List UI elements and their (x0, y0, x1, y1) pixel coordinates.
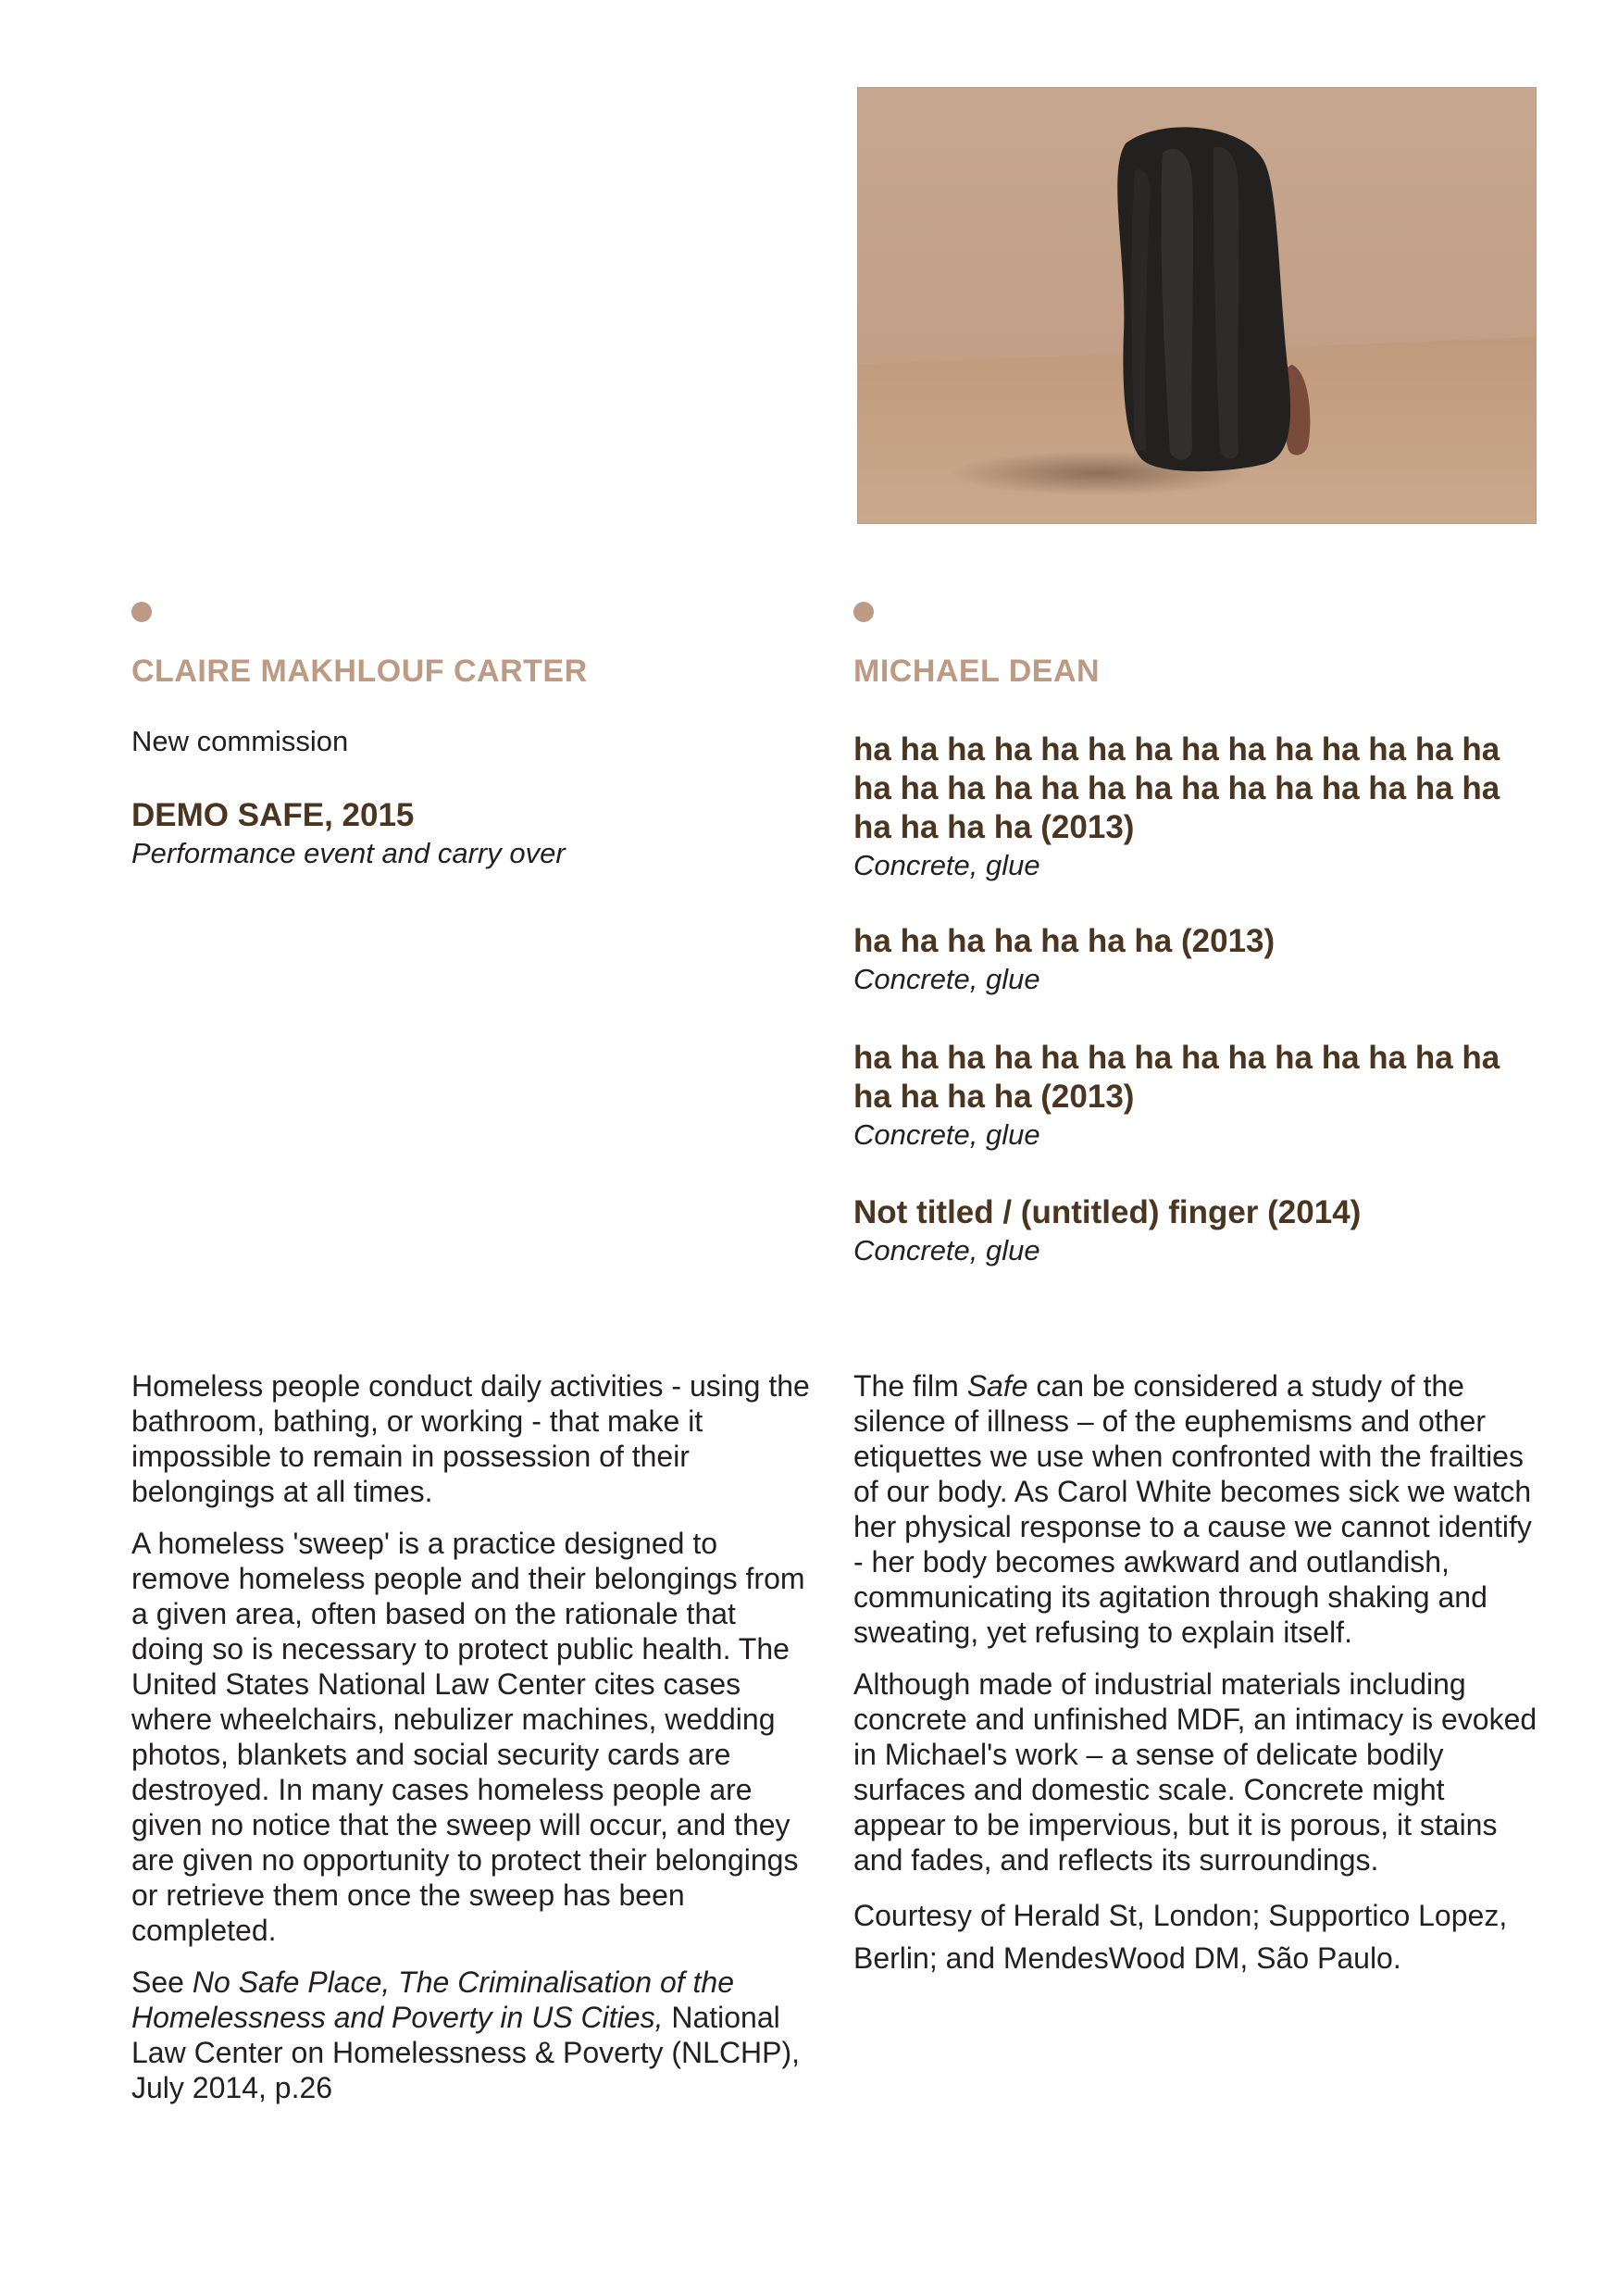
right-work-title: ha ha ha ha ha ha ha (2013) (853, 923, 1276, 959)
film-title: Safe (966, 1369, 1028, 1403)
left-bullet-dot (131, 602, 152, 622)
right-bullet-dot (853, 602, 874, 622)
left-commission-note: New commission (131, 725, 349, 757)
film-text-before: The film (853, 1369, 967, 1403)
left-artist-name: CLAIRE MAKHLOUF CARTER (131, 654, 588, 689)
right-work-medium: Concrete, glue (853, 849, 1040, 881)
left-body-paragraph: A homeless 'sweep' is a practice designed to remove homeless people and their belongings from a given area, often based on the rationale that doing so is necessary to protect public health. The United States National Law Center cites cases where wheelchairs, nebulizer machines, wedding photos, blankets and social security cards are destroyed. In many cases homeless people are given no notice that the sweep will occur, and they are given no opportunity to protect their belongings or retrieve them once the sweep has been completed. (131, 1527, 805, 1947)
reference-prefix: See (131, 1965, 193, 1999)
reference-title: No Safe Place, The Criminalisation of the Homelessness and Poverty in US Cities, (131, 1965, 734, 2034)
right-work-title: Not titled / (untitled) finger (2014) (853, 1194, 1362, 1230)
left-reference (131, 1965, 816, 2105)
film-text-after: can be considered a study of the silence of illness – of the euphemisms and other etiquettes we use when confronted with the frailties of our body. As Carol White becomes sick we watch her physical response to a cause we cannot identify - her body becomes awkward and outlandish, communicating its agitation through shaking and sweating, yet refusing to explain itself. (853, 1369, 1532, 1649)
reference-rest: National Law Center on Homelessness & Poverty (NLCHP), July 2014, p.26 (131, 2001, 801, 2104)
right-work-medium: Concrete, glue (853, 1234, 1040, 1267)
left-work-title: DEMO SAFE, 2015 (131, 797, 415, 833)
left-body-text (131, 1368, 816, 2122)
courtesy-line: Courtesy of Herald St, London; Supportico Lopez, Berlin; and MendesWood DM, São Paulo. (853, 1899, 1508, 1975)
right-body-text (853, 1368, 1538, 1996)
right-body-paragraph (853, 1368, 1538, 1650)
right-work-title: ha ha ha ha ha ha ha ha ha ha ha ha ha ha ha ha ha ha ha ha ha ha ha ha ha ha ha ha ha ha ha ha (2013) (853, 731, 1500, 845)
right-work-2 (853, 922, 1520, 998)
right-work-title: ha ha ha ha ha ha ha ha ha ha ha ha ha ha ha ha ha ha (2013) (853, 1040, 1500, 1115)
right-artist-name: MICHAEL DEAN (853, 654, 1101, 689)
right-body-paragraph: Although made of industrial materials including concrete and unfinished MDF, an intimacy is evoked in Michael's work – a sense of delicate bodily surfaces and domestic scale. Concrete might appear to be impervious, but it is porous, it stains and fades, and reflects its surroundings. (853, 1667, 1537, 1877)
left-work-medium: Performance event and carry over (131, 837, 566, 869)
left-body-paragraph: Homeless people conduct daily activities - using the bathroom, bathing, or working - that make it impossible to remain in possession of their belongings at all times. (131, 1369, 810, 1508)
left-work (131, 796, 816, 872)
right-work-medium: Concrete, glue (853, 963, 1040, 995)
right-work-3 (853, 1039, 1520, 1154)
sculpture-photo (857, 87, 1537, 524)
sculpture-image (858, 88, 1536, 523)
right-work-medium: Concrete, glue (853, 1118, 1040, 1151)
right-work-1 (853, 730, 1520, 884)
right-work-4 (853, 1193, 1520, 1269)
